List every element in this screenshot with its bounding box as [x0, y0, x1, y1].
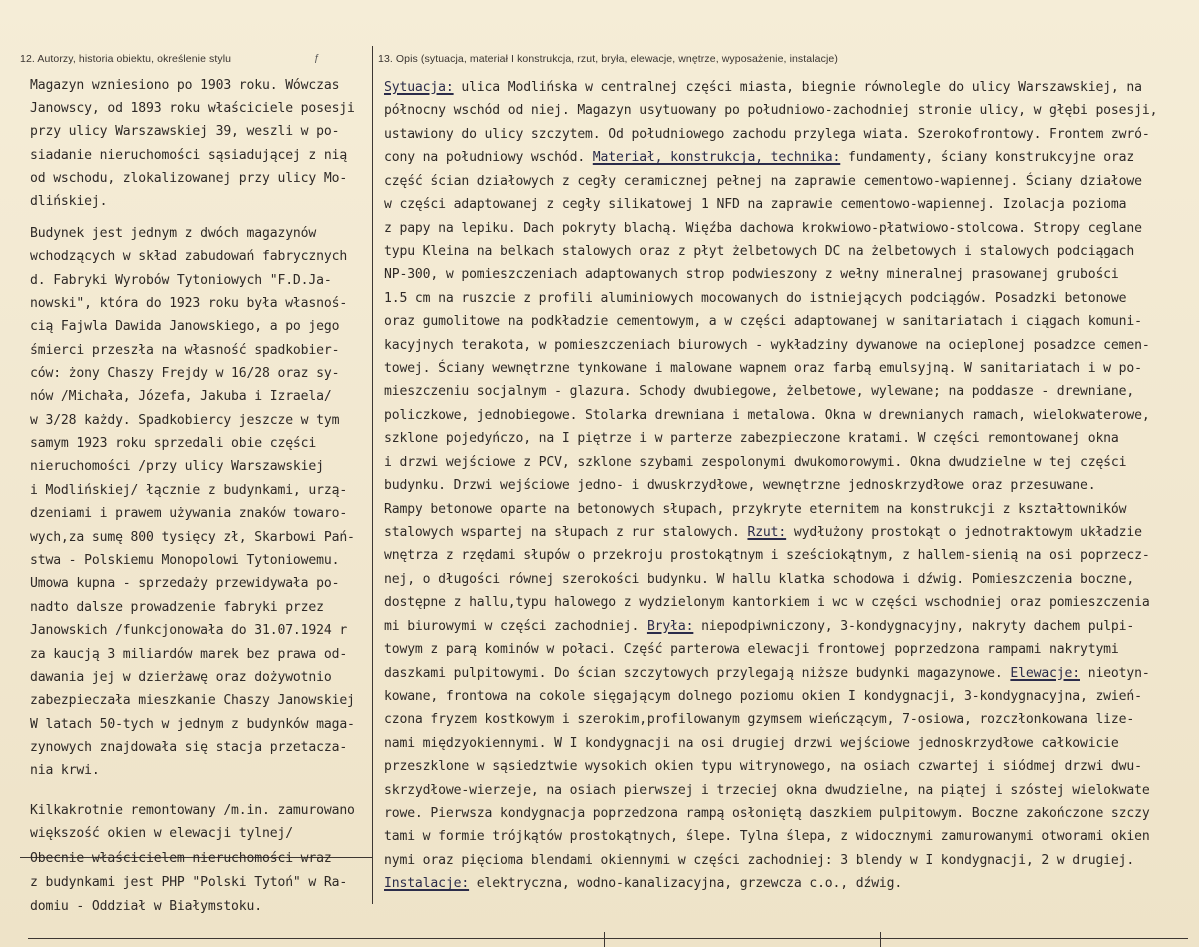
description-line — [384, 103, 1157, 118]
description-line — [384, 619, 1134, 634]
section-13-header: 13. Opis (sytuacja, materiał I konstrukcja, rzut, bryła, elewacje, wnętrze, wyposażenie, instalacje) — [378, 53, 838, 65]
history-line: zabezpieczała mieszkanie Chaszy Janowskiej — [30, 693, 355, 708]
history-line: W latach 50-tych w jednym z budynków maga- — [30, 717, 355, 732]
section-heading: Rzut: — [747, 524, 787, 540]
history-line: większość okien w elewacji tylnej/ — [30, 826, 293, 841]
description-line — [384, 525, 1142, 540]
history-line: wych,za sumę 800 tysięcy zł, Skarbowi Pań- — [30, 530, 355, 545]
description-text: kowane, frontowa na cokole sięgającym dolnego poziomu okien I kondygnacji, 3-kondygnacyjna, zwień- — [384, 688, 1142, 704]
description-line — [384, 174, 1142, 189]
description-line — [384, 455, 1126, 470]
history-line: nia krwi. — [30, 763, 100, 778]
description-text: niepodpiwniczony, 3-kondygnacyjny, nakryty dachem pulpi- — [693, 618, 1135, 634]
description-line — [384, 759, 1142, 774]
description-text: w części adaptowanej z cegły silikatowej 1 NFD na zaprawie cementowo-wapiennej. Izolacja pozioma — [384, 197, 1127, 213]
description-text: szklone pojedyńczo, na I piętrze i w parterze zabezpieczone kratami. W części remontowanej okna — [384, 431, 1119, 447]
history-line: Budynek jest jednym z dwóch magazynów — [30, 226, 317, 241]
description-text: rowe. Pierwsza kondygnacja poprzedzona rampą osłoniętą daszkiem pulpitowym. Boczne zakończone szczy — [384, 806, 1150, 822]
description-text: stalowych wspartej na słupach z rur stalowych. — [384, 524, 748, 540]
description-text: wydłużony prostokąt o jednotraktowym układzie — [786, 524, 1142, 540]
history-line: z budynkami jest PHP "Polski Tytoń" w Ra- — [30, 875, 348, 890]
history-line: wchodzących w skład zabudowań fabrycznych — [30, 249, 348, 264]
description-line — [384, 572, 1134, 587]
history-line: Janowskich /funkcjonowała do 31.07.1924 r — [30, 623, 348, 638]
description-line — [384, 338, 1150, 353]
description-line — [384, 876, 902, 891]
section-heading: Instalacje: — [384, 876, 470, 892]
description-text: NP-300, w pomieszczeniach adaptowanych strop podwieszony z wełny mineralnej prasowanej grubości — [384, 267, 1119, 283]
history-line: domiu - Oddział w Białymstoku. — [30, 899, 262, 914]
column-divider — [372, 46, 373, 904]
description-text: północny wschód od niej. Magazyn usytuowany po południowo-zachodniej stronie ulicy, w głębi posesji, — [384, 103, 1158, 119]
description-line — [384, 384, 1134, 399]
history-line: Janowscy, od 1893 roku właściciele posesji — [30, 101, 355, 116]
history-line: Obecnie właścicielem nieruchomości wraz — [30, 851, 332, 866]
description-text: wnętrza z rzędami słupów o przekroju prostokątnym i sześciokątnym, z hallem-sienią na osi poprzecz- — [384, 548, 1150, 564]
section-heading: Sytuacja: — [384, 80, 454, 95]
description-text: ustawiony do ulicy szczytem. Od południowego zachodu przylega wiata. Szerokofrontowy. Frontem zwró- — [384, 126, 1150, 142]
description-line — [384, 689, 1142, 704]
description-line — [384, 267, 1119, 282]
history-line: samym 1923 roku sprzedali obie części — [30, 436, 317, 451]
description-text: elektryczna, wodno-kanalizacyjna, grzewcza c.o., dźwig. — [469, 876, 903, 892]
history-line: w 3/28 każdy. Spadkobiercy jeszcze w tym — [30, 413, 340, 428]
description-line — [384, 595, 1150, 610]
description-text: z papy na lepiku. Dach pokryty blachą. Więźba dachowa krokwiowo-płatwiowo-stolcowa. Stropy ceglane — [384, 220, 1142, 236]
description-text: fundamenty, ściany konstrukcyjne oraz — [840, 150, 1135, 166]
description-text: cony na południowy wschód. — [384, 150, 593, 166]
bottom-tick — [880, 932, 881, 947]
description-line — [384, 150, 1134, 165]
description-line — [384, 408, 1150, 423]
history-line: zynowych znajdowała się stacja przetacza- — [30, 740, 348, 755]
history-line: nieruchomości /przy ulicy Warszawskiej — [30, 459, 324, 474]
description-text: policzkowe, jednobiegowe. Stolarka drewniana i metalowa. Okna w drewnianych ramach, wielokwaterowe, — [384, 407, 1150, 423]
history-line: nów /Michała, Józefa, Jakuba i Izraela/ — [30, 389, 332, 404]
history-line: dlińskiej. — [30, 194, 108, 209]
description-line — [384, 666, 1150, 681]
history-line: cią Fajwla Dawida Janowskiego, a po jego — [30, 319, 340, 334]
history-line: Kilkakrotnie remontowany /m.in. zamurowano — [30, 803, 355, 818]
description-text: budynku. Drzwi wejściowe jedno- i dwuskrzydłowe, wewnętrzne jednoskrzydłowe oraz przesuwane. — [384, 478, 1096, 494]
history-line: nadto dalsze prowadzenie fabryki przez — [30, 600, 324, 615]
description-line — [384, 221, 1142, 236]
description-line — [384, 478, 1095, 493]
description-text: nami międzyokiennymi. W I kondygnacji na osi drugiej drzwi wejściowe jednoskrzydłowe całkowicie — [384, 735, 1119, 751]
description-text: typu Kleina na belkach stalowych oraz z płyt żelbetowych DC na żelbetowych i stalowych podciągach — [384, 243, 1135, 259]
description-text: nymi oraz pięcioma blendami okiennymi w części zachodniej: 3 blendy w I kondygnacji, 2 w drugiej. — [384, 852, 1135, 868]
description-text: towym z parą kominów w połaci. Część parterowa elewacji frontowej poprzedzona rampami nakrytymi — [384, 642, 1119, 658]
history-line: ców: żony Chaszy Frejdy w 16/28 oraz sy- — [30, 366, 340, 381]
history-line: od wschodu, zlokalizowanej przy ulicy Mo- — [30, 171, 348, 186]
section-heading: Materiał, konstrukcja, technika: — [592, 150, 841, 166]
description-line — [384, 431, 1119, 446]
bottom-rule — [28, 938, 1188, 939]
description-text: nieotyn- — [1080, 665, 1150, 681]
section-heading: Bryła: — [646, 618, 694, 634]
description-text: nej, o długości równej szerokości budynku. W hallu klatka schodowa i dźwig. Pomieszczenia boczne, — [384, 571, 1135, 587]
description-text: towej. Ściany wewnętrzne tynkowane i malowane wapnem oraz farbą emulsyjną. W sanitariatach i w po- — [384, 361, 1142, 377]
history-line: przy ulicy Warszawskiej 39, weszli w po- — [30, 124, 340, 139]
description-line — [384, 806, 1150, 821]
history-line: siadanie nieruchomości sąsiadującej z nią — [30, 148, 348, 163]
description-text: część ścian działowych z cegły ceramicznej pełnej na zaprawie cementowo-wapiennej. Ściany działowe — [384, 173, 1142, 189]
history-line: Umowa kupna - sprzedaży przewidywała po- — [30, 576, 340, 591]
description-line — [384, 80, 1142, 95]
description-line — [384, 502, 1126, 517]
history-line: i Modlińskiej/ łącznie z budynkami, urzą- — [30, 483, 348, 498]
description-text: i drzwi wejściowe z PCV, szklone szybami zespolonymi dwukomorowymi. Okna dwudzielne w tej części — [384, 454, 1127, 470]
section-12-header: 12. Autorzy, historia obiektu, określenie stylu — [20, 53, 232, 65]
history-line: dawania jej w dzierżawę oraz dożywotnio — [30, 670, 332, 685]
description-text: czona fryzem kostkowym i szerokim,profilowanym gzymsem wieńczącym, 7-osiowa, rozczłonkowana lize- — [384, 712, 1135, 728]
history-line: dzeniami i prawem używania znaków towaro- — [30, 506, 348, 521]
description-line — [384, 736, 1119, 751]
history-line: Magazyn wzniesiono po 1903 roku. Wówczas — [30, 78, 340, 93]
description-line — [384, 361, 1142, 376]
description-line — [384, 314, 1142, 329]
description-text: mieszczeniu socjalnym - glazura. Schody dwubiegowe, żelbetowe, wylewane; na poddasze - drewniane, — [384, 384, 1135, 400]
description-text: przeszklone w sąsiedztwie wysokich okien typu witrynowego, na osiach czwartej i siódmej drzwi dwu- — [384, 759, 1142, 775]
section-heading: Elewacje: — [1010, 665, 1080, 681]
description-text: skrzydłowe-wierzeje, na osiach pierwszej i trzeciej okna dwudzielne, na piątej i szóstej wielokwate — [384, 782, 1150, 798]
description-text: 1.5 cm na ruszcie z profili aluminiowych mocowanych do istniejących podciągów. Posadzki betonowe — [384, 290, 1127, 306]
description-text: ulica Modlińska w centralnej części miasta, biegnie równolegle do ulicy Warszawskiej, na — [453, 80, 1142, 95]
margin-mark: ƒ — [314, 53, 320, 64]
description-line — [384, 829, 1150, 844]
history-line: d. Fabryki Wyrobów Tytoniowych "F.D.Ja- — [30, 273, 332, 288]
description-text: kacyjnych terakota, w pomieszczeniach biurowych - wykładziny dywanowe na ocieplonej posadzce cemen- — [384, 337, 1150, 353]
description-text: Rampy betonowe oparte na betonowych słupach, przykryte eternitem na konstrukcji z kształtowników — [384, 501, 1127, 517]
description-text: dostępne z hallu,typu halowego z wydzielonym kantorkiem i wc w części wschodniej oraz pomieszczenia — [384, 595, 1150, 611]
description-text: mi biurowymi w części zachodniej. — [384, 618, 647, 634]
bottom-tick — [604, 932, 605, 947]
description-text: oraz gumolitowe na podkładzie cementowym, a w części adaptowanej w sanitariatach i ciągach komuni- — [384, 314, 1142, 330]
history-line: stwa - Polskiemu Monopolowi Tytoniowemu. — [30, 553, 340, 568]
description-line — [384, 548, 1150, 563]
history-line: nowski", która do 1923 roku była własnoś- — [30, 296, 348, 311]
description-text: tami w formie trójkątów prostokątnych, ślepe. Tylna ślepa, z widocznymi zamurowanymi otworami okien — [384, 829, 1150, 845]
description-line — [384, 712, 1134, 727]
description-line — [384, 197, 1126, 212]
description-line — [384, 853, 1134, 868]
description-line — [384, 127, 1150, 142]
history-line: za kaucją 3 miliardów marek bez prawa od- — [30, 647, 348, 662]
description-line — [384, 291, 1126, 306]
description-line — [384, 783, 1150, 798]
description-text: daszkami pulpitowymi. Do ścian szczytowych przylegają niższe budynki magazynowe. — [384, 665, 1011, 681]
history-line: śmierci przeszła na własność spadkobier- — [30, 343, 340, 358]
description-line — [384, 642, 1119, 657]
description-line — [384, 244, 1134, 259]
